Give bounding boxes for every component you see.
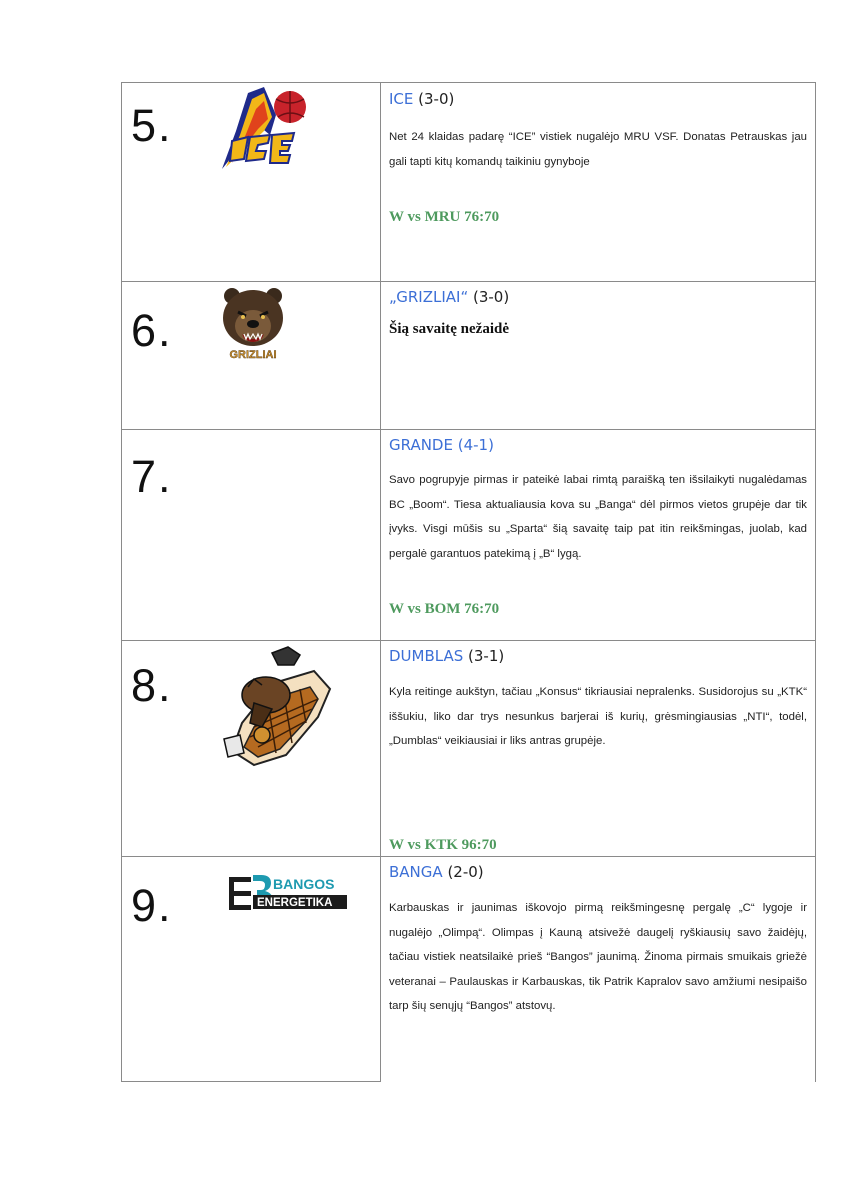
ranking-row-8 [121,640,816,856]
rank-cell [121,857,381,1082]
team-heading [389,89,807,109]
team-name: DUMBLAS [389,647,464,665]
ranking-row-7 [121,429,816,640]
team-heading [389,862,807,882]
grizliai-logo [218,286,288,362]
team-record: (2-0) [442,863,484,881]
ranking-row-5 [121,82,816,281]
team-record: (3-0) [468,288,510,306]
team-description: Šią savaitę nežaidė [389,321,509,337]
team-name: ICE [389,90,414,108]
team-name: „GRIZLIAI“ [389,288,469,306]
rank-number: 7. [131,451,173,502]
dumblas-logo [214,643,338,767]
rank-number: 8. [131,660,173,711]
bangos-logo [227,871,349,923]
game-result: W vs KTK 96:70 [389,837,497,853]
team-name: BANGA [389,863,443,881]
description-cell [381,430,816,640]
game-result: W vs MRU 76:70 [389,209,500,225]
game-result: W vs BOM 76:70 [389,601,500,617]
ranking-row-9 [121,856,816,1082]
ice-logo [218,85,310,173]
description-cell [381,282,816,429]
rank-cell [121,430,381,640]
rank-number: 9. [131,880,173,931]
description-cell [381,857,816,1082]
rank-cell [121,641,381,856]
team-description: Karbauskas ir jaunimas iškovojo pirmą reikšmingesnę pergalę „C“ lygoje ir nugalėjo „Olimpą“. Olimpas į Kauną atsivežė daugelį ryškiausių savo žaidėjų, tačiau vistiek neatsilaikė prieš “Bangos” jaunimą. Žinoma pirmais smuikais griežė veteranai – Paulauskas ir Karbauskas, tik Patrik Kapralov savo amžiumi nesipaišo tarp šių senųjų “Bangos” atstovų. [389,902,807,1012]
team-description: Kyla reitinge aukštyn, tačiau „Konsus“ tikriausiai nepralenks. Susidorojus su „KTK“ iššukiu, liko dar trys nesunkus barjerai iš kurių, grėsmingiausias „NTI“, todėl, „Dumblas“ veikiausiai ir liks antras grupėje. [389,686,807,747]
rank-cell [121,83,381,281]
team-description: Net 24 klaidas padarę “ICE” vistiek nugalėjo MRU VSF. Donatas Petrauskas jau gali tapti kitų komandų taikiniu gynyboje [389,131,807,168]
team-description: Savo pogrupyje pirmas ir pateikė labai rimtą paraišką ten išsilaikyti nugalėdamas BC „Boom“. Tiesa aktualiausia kova su „Banga“ dėl pirmos vietos grupėje dar tik įvyks. Visgi mūšis su „Sparta“ šią savaitę taip pat itin reikšmingas, juolab, kad pergalė garantuos patekimą į „B“ lygą. [389,474,807,560]
team-record: (3-0) [413,90,455,108]
rank-number: 6. [131,305,173,356]
team-heading [389,435,807,455]
grizliai-logo-text: GRIZLIAI [229,349,277,361]
rankings-table [121,82,816,1082]
description-cell [381,641,816,856]
energetika-logo-text: ENERGETIKA [257,897,333,909]
team-heading [389,287,807,307]
bangos-logo-text: BANGOS [273,876,335,892]
rank-cell [121,282,381,429]
team-record: (3-1) [463,647,505,665]
ranking-row-6 [121,281,816,429]
description-cell [381,83,816,281]
team-name: GRANDE (4-1) [389,436,494,454]
team-heading [389,646,807,666]
rank-number: 5. [131,100,173,151]
